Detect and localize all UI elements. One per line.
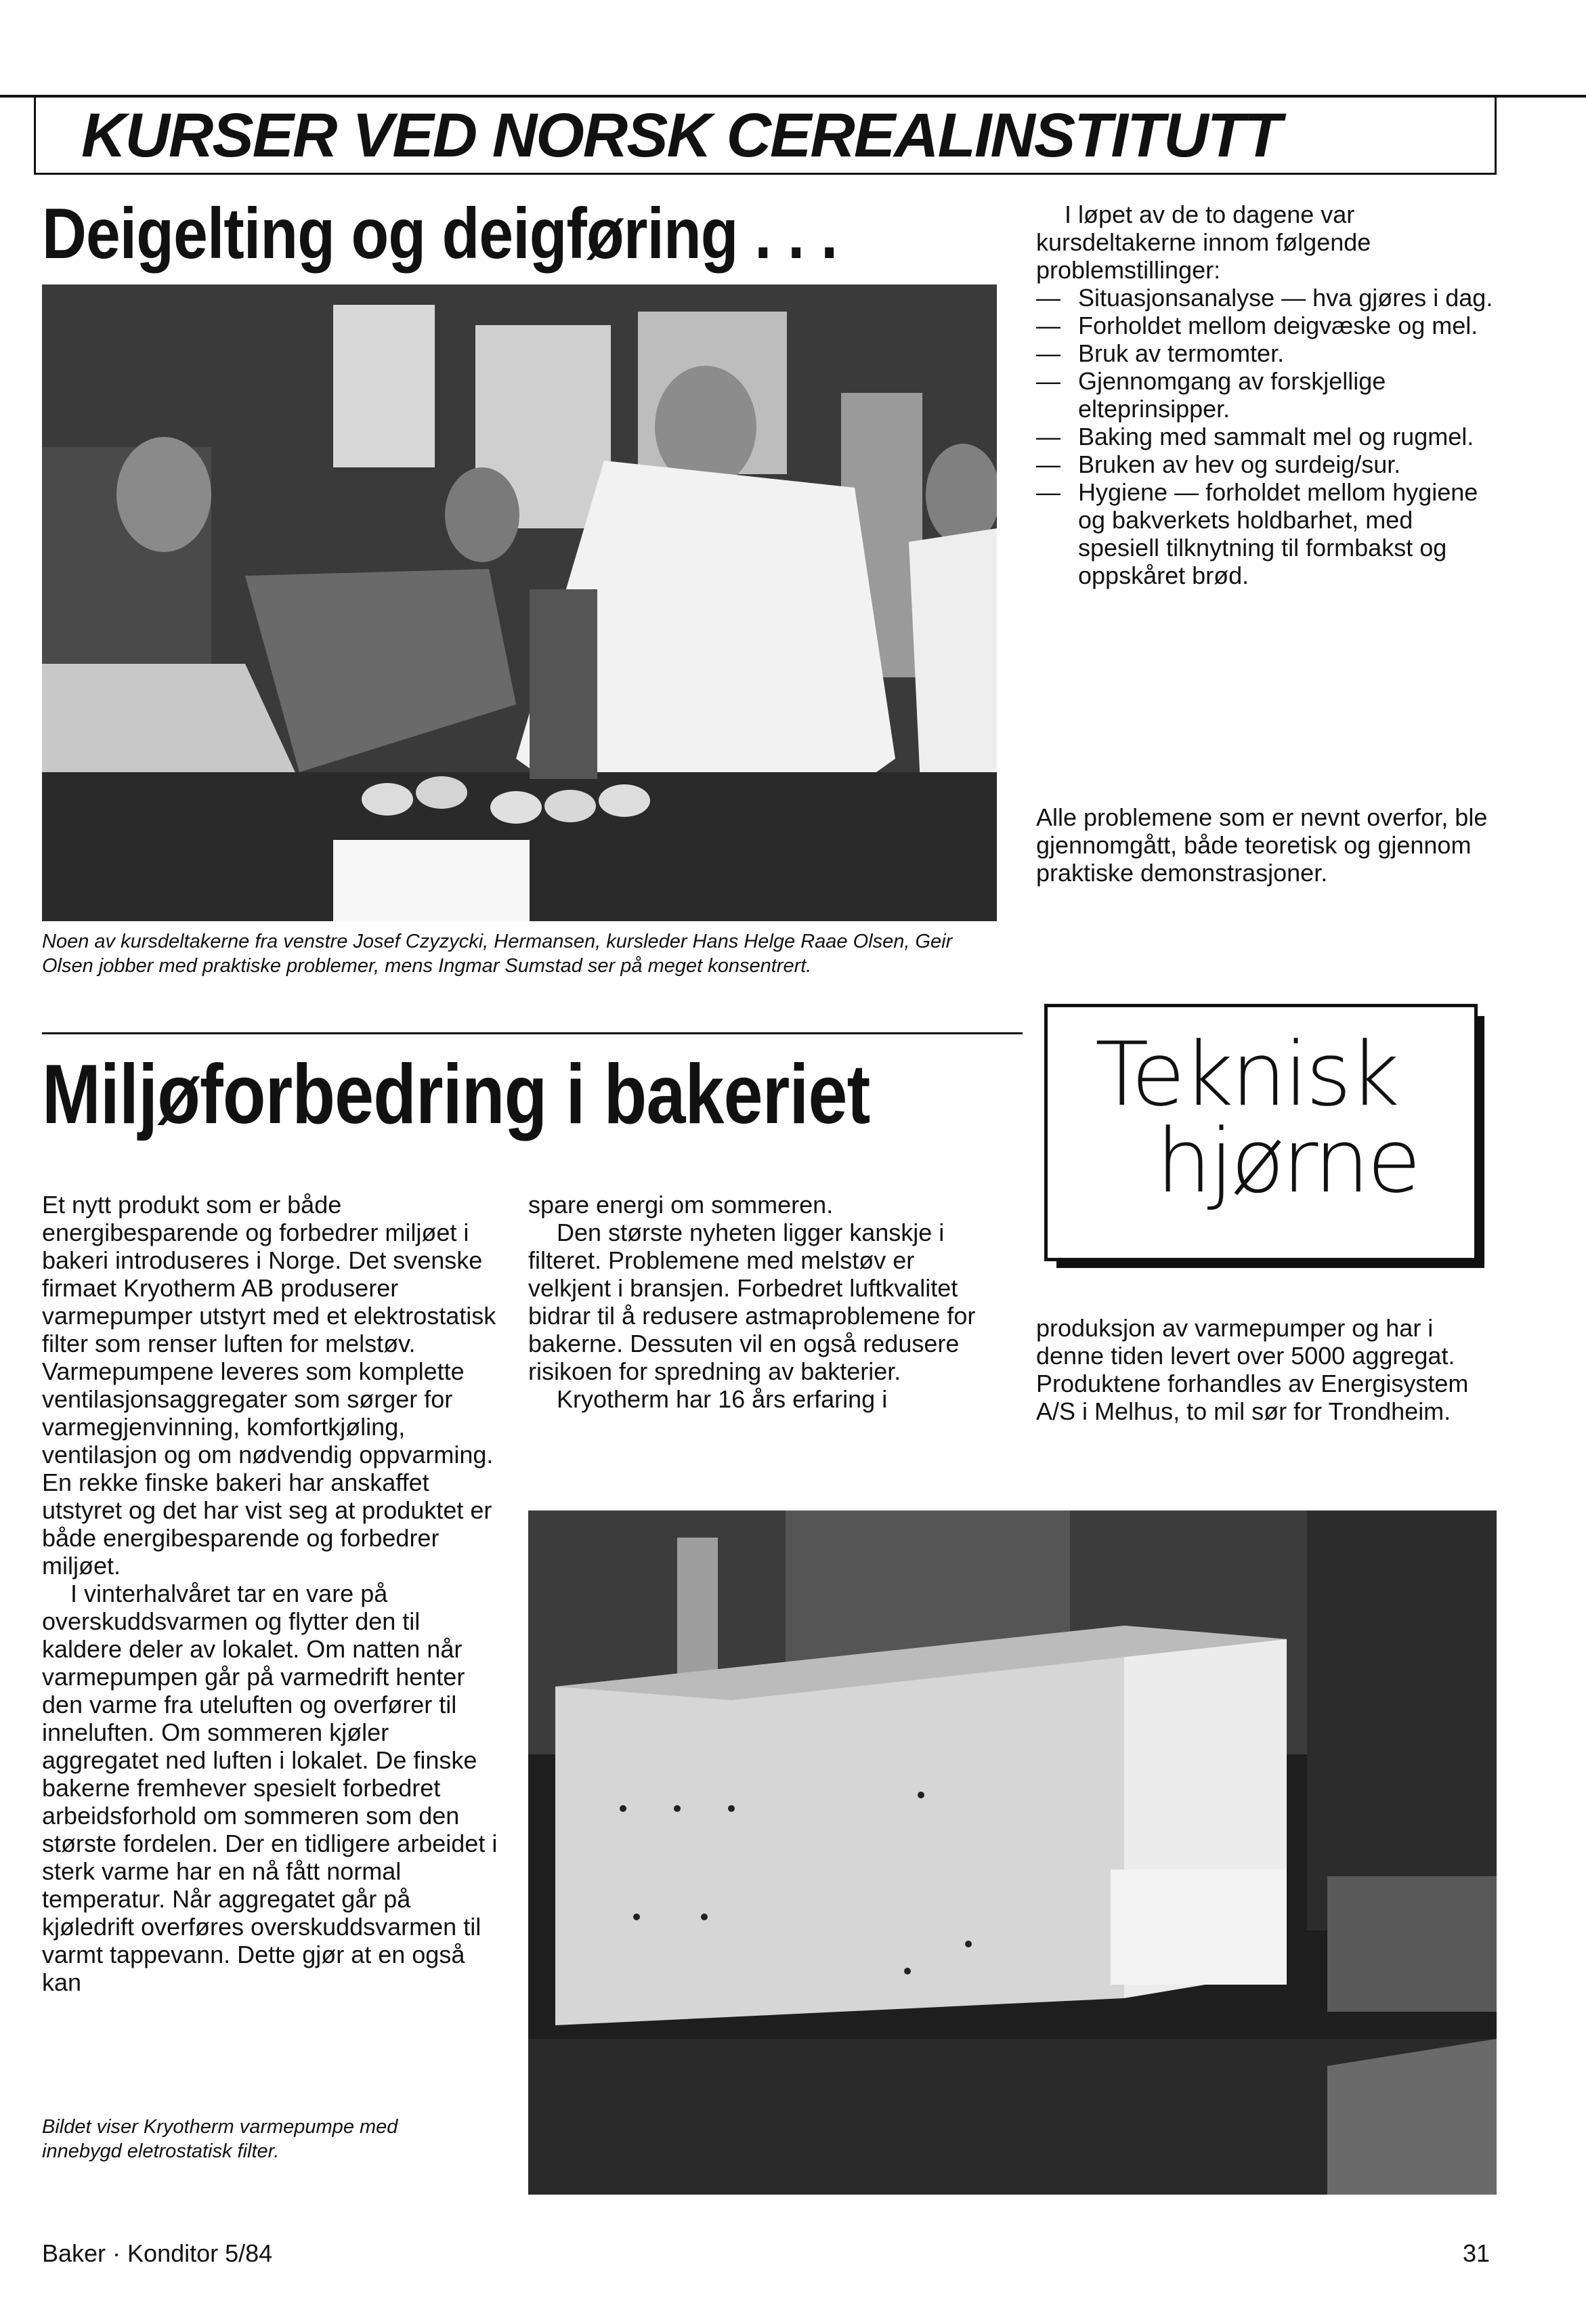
list-item: — Gjennomgang av forskjellige elteprinsipper. (1036, 367, 1497, 423)
article2-column-2 (528, 1191, 989, 1413)
list-item: — Baking med sammalt mel og rugmel. (1036, 423, 1497, 450)
article2-column-3 (1036, 1314, 1497, 1425)
section-banner: KURSER VED NORSK CEREALINSTITUTT (81, 101, 1281, 170)
course-intro: I løpet av de to dagene var kursdeltakerne innom følgende problemstillinger: (1036, 200, 1371, 284)
list-item: — Bruk av termomter. (1036, 339, 1497, 367)
list-item: — Situasjonsanalyse — hva gjøres i dag. (1036, 284, 1497, 312)
course-photo-caption: Noen av kursdeltakerne fra venstre Josef Czyzycki, Hermansen, kursleder Hans Helge Raae Olsen, Geir Olsen jobber med praktiske problemer, mens Ingmar Sumstad ser på meget konsentrert. (42, 931, 953, 977)
column-logo-line2: hjørne (1156, 1110, 1419, 1212)
article2-paragraph: spare energi om sommeren. (528, 1191, 834, 1219)
list-item: — Bruken av hev og surdeig/sur. (1036, 450, 1497, 478)
article2-headline: Miljøforbedring i bakeriet (42, 1048, 870, 1141)
section-separator (42, 1032, 1023, 1034)
article2-paragraph: Et nytt produkt som er både energibesparende og forbedrer miljøet i bakeri introduseres i Norge. Det svenske firmaet Kryotherm AB produserer varmepumper utstyrt med et elektrostatisk filter som renser luften for melstøv. Varmepumpene leveres som komplette ventilasjonsaggregater som sørger for varmegjenvinning, komfortkjøling, ventilasjon og om nødvendig oppvarming. En rekke finske bakeri har anskaffet utstyret og det har vist seg at produktet er både energibesparende og forbedrer miljøet. (42, 1191, 496, 1580)
course-closing (1036, 803, 1497, 887)
course-photo (42, 284, 997, 921)
article2-paragraph: Den største nyheten ligger kanskje i filteret. Problemene med melstøv er velkjent i bransjen. Forbedret luftkvalitet bidrar til å redusere astmaproblemene for bakerne. Dessuten vil en også redusere risikoen for spredning av bakterier. (528, 1219, 976, 1385)
article2-paragraph: produksjon av varmepumper og har i denne tiden levert over 5000 aggregat. Produktene forhandles av Energisystem A/S i Melhus, to mil sør for Trondheim. (1036, 1314, 1469, 1425)
course-topics-list (1036, 284, 1497, 589)
publication-footer: Baker · Konditor 5/84 (42, 2239, 273, 2267)
article2-paragraph: I vinterhalvåret tar en vare på overskuddsvarmen og flytter den til kaldere deler av lokalet. Om natten når varmepumpen går på varmedrift henter den varme fra uteluften og overfører til inneluften. Om sommeren kjøler aggregatet ned luften i lokalet. De finske bakerne fremhever spesielt forbedret arbeidsforhold om sommeren som den største fordelen. Der en tidligere arbeidet i sterk varme har en nå fått normal temperatur. Når aggregatet går på kjøledrift overføres overskuddsvarmen til varmt tappevann. Dette gjør at en også kan (42, 1580, 498, 1996)
heat-pump-photo (528, 1510, 1497, 2195)
heat-pump-caption: Bildet viser Kryotherm varmepumpe med innebygd eletrostatisk filter. (42, 2116, 398, 2162)
list-item: — Forholdet mellom deigvæske og mel. (1036, 312, 1497, 339)
column-logo-box (1044, 1004, 1478, 1261)
course-closing-text: Alle problemene som er nevnt overfor, ble gjennomgått, både teoretisk og gjennom praktiske demonstrasjoner. (1036, 803, 1488, 887)
course-photo-illustration (42, 284, 997, 921)
list-item: — Hygiene — forholdet mellom hygiene og bakverkets holdbarhet, med spesiell tilknytning til formbakst og oppskåret brød. (1036, 478, 1497, 589)
course-topics-column (1036, 200, 1497, 589)
article2-paragraph: Kryotherm har 16 års erfaring i (557, 1385, 888, 1413)
article1-headline: Deigelting og deigføring . . . (42, 194, 838, 274)
heat-pump-illustration (528, 1510, 1497, 2195)
page-number: 31 (1463, 2239, 1491, 2267)
article2-column-1 (42, 1191, 502, 1996)
column-logo-line1: Teknisk (1095, 1023, 1398, 1126)
